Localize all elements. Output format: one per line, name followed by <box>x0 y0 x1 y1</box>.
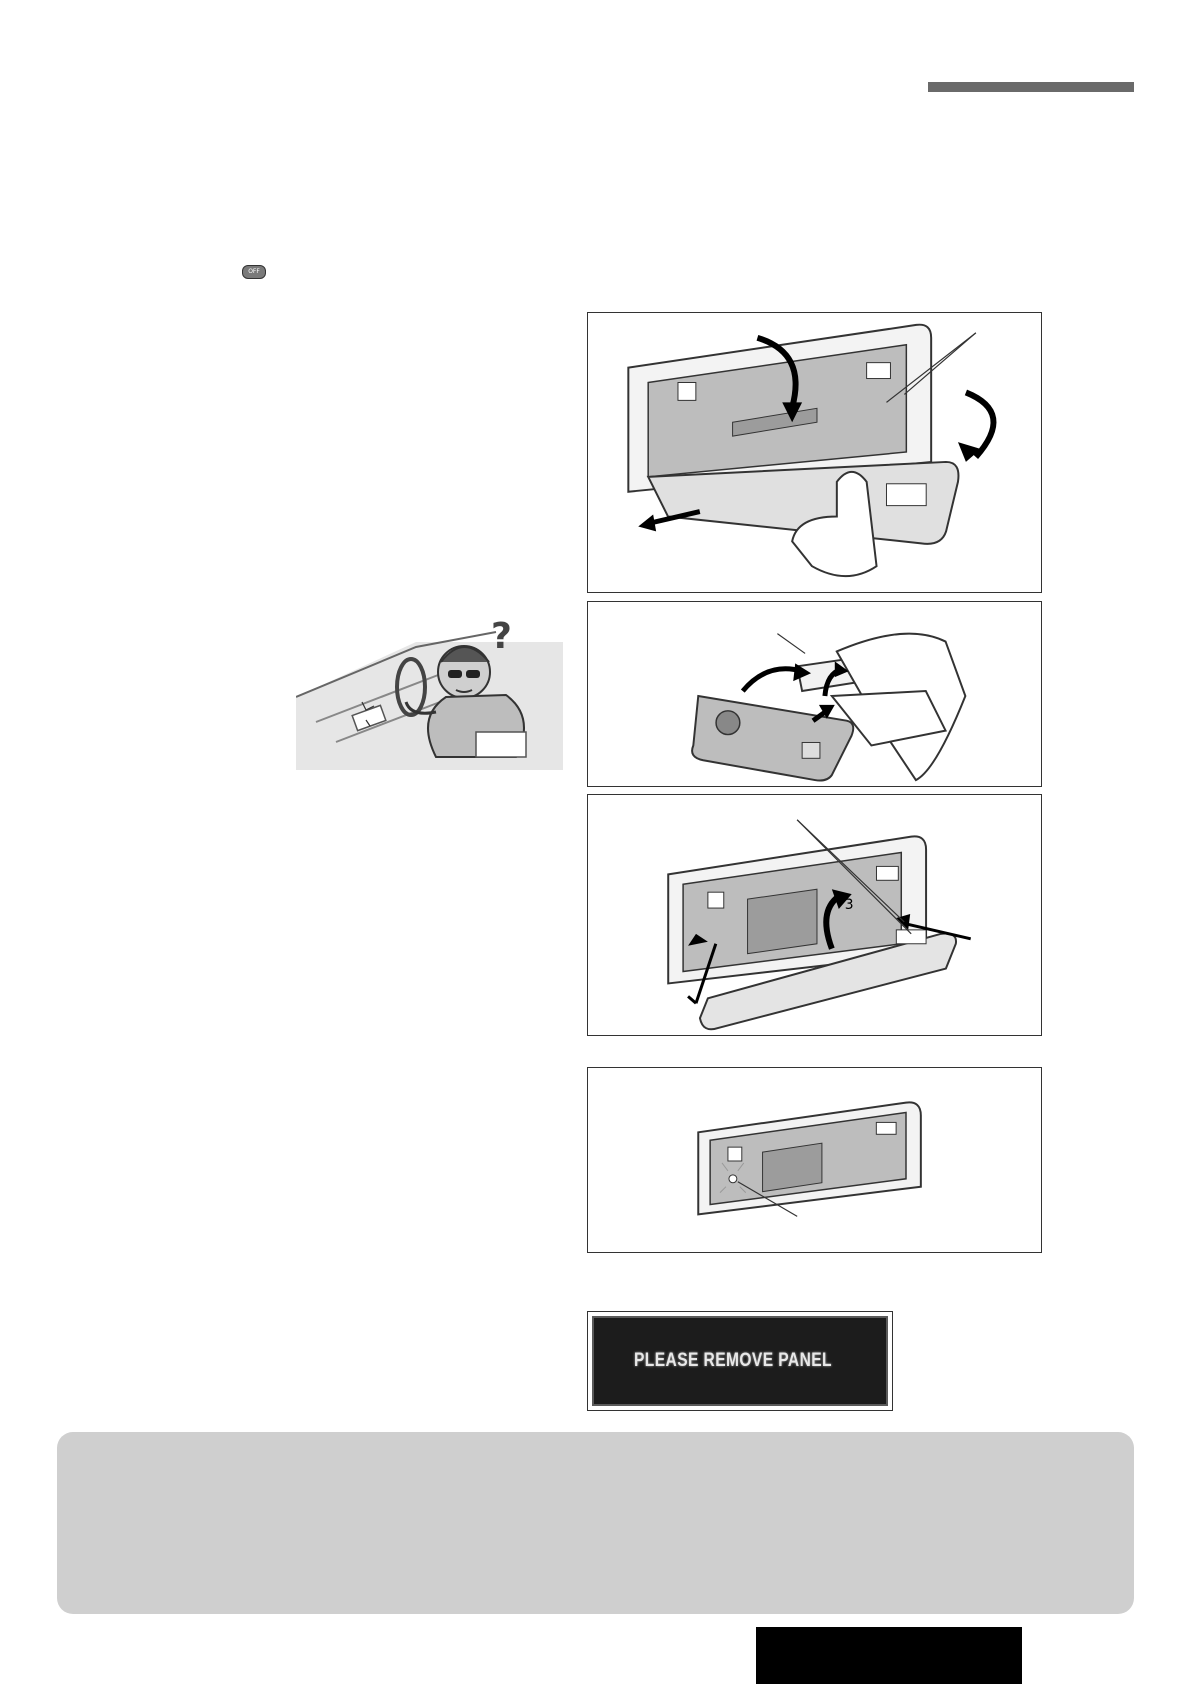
question-mark: ? <box>491 616 512 657</box>
off-button-icon: OFF <box>242 265 266 279</box>
figure-case-panel <box>587 601 1042 787</box>
note-box <box>57 1432 1134 1614</box>
figure-detach-panel <box>587 312 1042 593</box>
lcd-display <box>587 1311 893 1411</box>
figure-led-indicator <box>587 1067 1042 1253</box>
header-bar <box>928 82 1134 92</box>
driver-confused-illustration <box>296 602 563 770</box>
page-tab <box>756 1627 1022 1684</box>
figure-attach-panel <box>587 794 1042 1036</box>
step-3-label: 3 <box>844 897 854 914</box>
lcd-message: PLEASE REMOVE PANEL <box>634 1350 832 1371</box>
lcd-screen <box>592 1316 888 1406</box>
